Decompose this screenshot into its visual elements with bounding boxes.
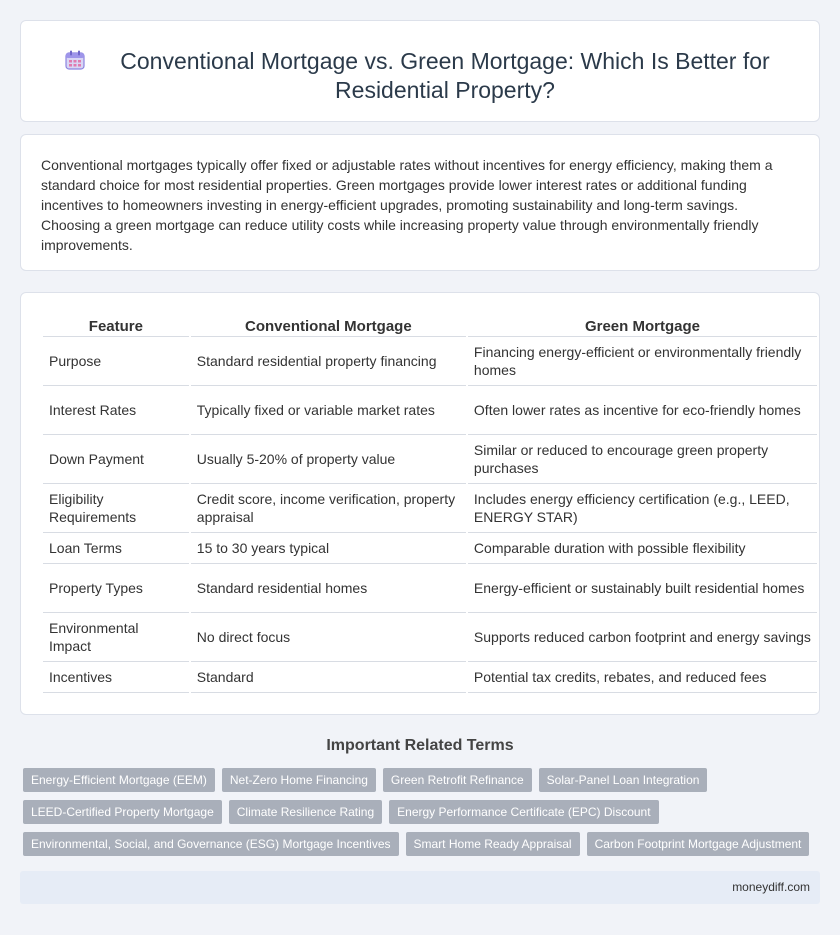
table-cell: Credit score, income verification, property appraisal <box>191 484 466 533</box>
table-row <box>43 613 817 662</box>
table-row <box>43 484 817 533</box>
table-cell: No direct focus <box>191 613 466 662</box>
related-term-tag[interactable]: Climate Resilience Rating <box>229 800 382 824</box>
related-terms-list <box>23 768 823 856</box>
table-cell: Eligibility Requirements <box>43 484 189 533</box>
table-cell: Comparable duration with possible flexibility <box>468 533 817 564</box>
table-cell: Down Payment <box>43 435 189 484</box>
table-row <box>43 564 817 613</box>
table-row <box>43 435 817 484</box>
table-cell: Standard residential homes <box>191 564 466 613</box>
intro-text: Conventional mortgages typically offer fixed or adjustable rates without incentives for energy efficiency, making them a standard choice for most residential properties. Green mortgages provide lower interest rates or additional funding incentives to homeowners investing in energy-efficient upgrades, promoting sustainability and long-term savings. Choosing a green mortgage can reduce utility costs while increasing property value through environmentally friendly improvements. <box>41 157 773 253</box>
related-term-tag[interactable]: Carbon Footprint Mortgage Adjustment <box>587 832 810 856</box>
table-cell: Incentives <box>43 662 189 693</box>
table-cell: Purpose <box>43 337 189 386</box>
comparison-table-card <box>20 292 820 715</box>
table-cell: Energy-efficient or sustainably built residential homes <box>468 564 817 613</box>
page-title: Conventional Mortgage vs. Green Mortgage: Which Is Better for Residential Property? <box>120 48 770 103</box>
table-cell: Usually 5-20% of property value <box>191 435 466 484</box>
related-term-tag[interactable]: LEED-Certified Property Mortgage <box>23 800 222 824</box>
table-cell: Property Types <box>43 564 189 613</box>
table-row <box>43 337 817 386</box>
table-row <box>43 662 817 693</box>
table-cell: Standard <box>191 662 466 693</box>
footer <box>20 871 820 904</box>
table-cell: Environmental Impact <box>43 613 189 662</box>
footer-site-link[interactable]: moneydiff.com <box>732 880 810 894</box>
table-cell: Interest Rates <box>43 386 189 435</box>
related-term-tag[interactable]: Environmental, Social, and Governance (ESG) Mortgage Incentives <box>23 832 399 856</box>
related-term-tag[interactable]: Energy Performance Certificate (EPC) Discount <box>389 800 658 824</box>
column-header: Green Mortgage <box>468 315 817 337</box>
column-header: Conventional Mortgage <box>191 315 466 337</box>
related-terms-heading: Important Related Terms <box>326 737 514 754</box>
table-cell: Typically fixed or variable market rates <box>191 386 466 435</box>
table-cell: Similar or reduced to encourage green property purchases <box>468 435 817 484</box>
intro-card <box>20 134 820 271</box>
table-cell: Potential tax credits, rebates, and reduced fees <box>468 662 817 693</box>
related-term-tag[interactable]: Energy-Efficient Mortgage (EEM) <box>23 768 215 792</box>
table-cell: Loan Terms <box>43 533 189 564</box>
related-term-tag[interactable]: Green Retrofit Refinance <box>383 768 532 792</box>
comparison-table <box>41 315 819 693</box>
table-cell: Supports reduced carbon footprint and energy savings <box>468 613 817 662</box>
related-term-tag[interactable]: Smart Home Ready Appraisal <box>406 832 580 856</box>
table-cell: Financing energy-efficient or environmentally friendly homes <box>468 337 817 386</box>
table-cell: Standard residential property financing <box>191 337 466 386</box>
table-row <box>43 386 817 435</box>
column-header: Feature <box>43 315 189 337</box>
table-row <box>43 533 817 564</box>
table-header-row <box>43 315 817 337</box>
title-card <box>20 20 820 122</box>
table-cell: Often lower rates as incentive for eco-friendly homes <box>468 386 817 435</box>
table-cell: Includes energy efficiency certification (e.g., LEED, ENERGY STAR) <box>468 484 817 533</box>
table-cell: 15 to 30 years typical <box>191 533 466 564</box>
related-term-tag[interactable]: Net-Zero Home Financing <box>222 768 376 792</box>
related-term-tag[interactable]: Solar-Panel Loan Integration <box>539 768 708 792</box>
